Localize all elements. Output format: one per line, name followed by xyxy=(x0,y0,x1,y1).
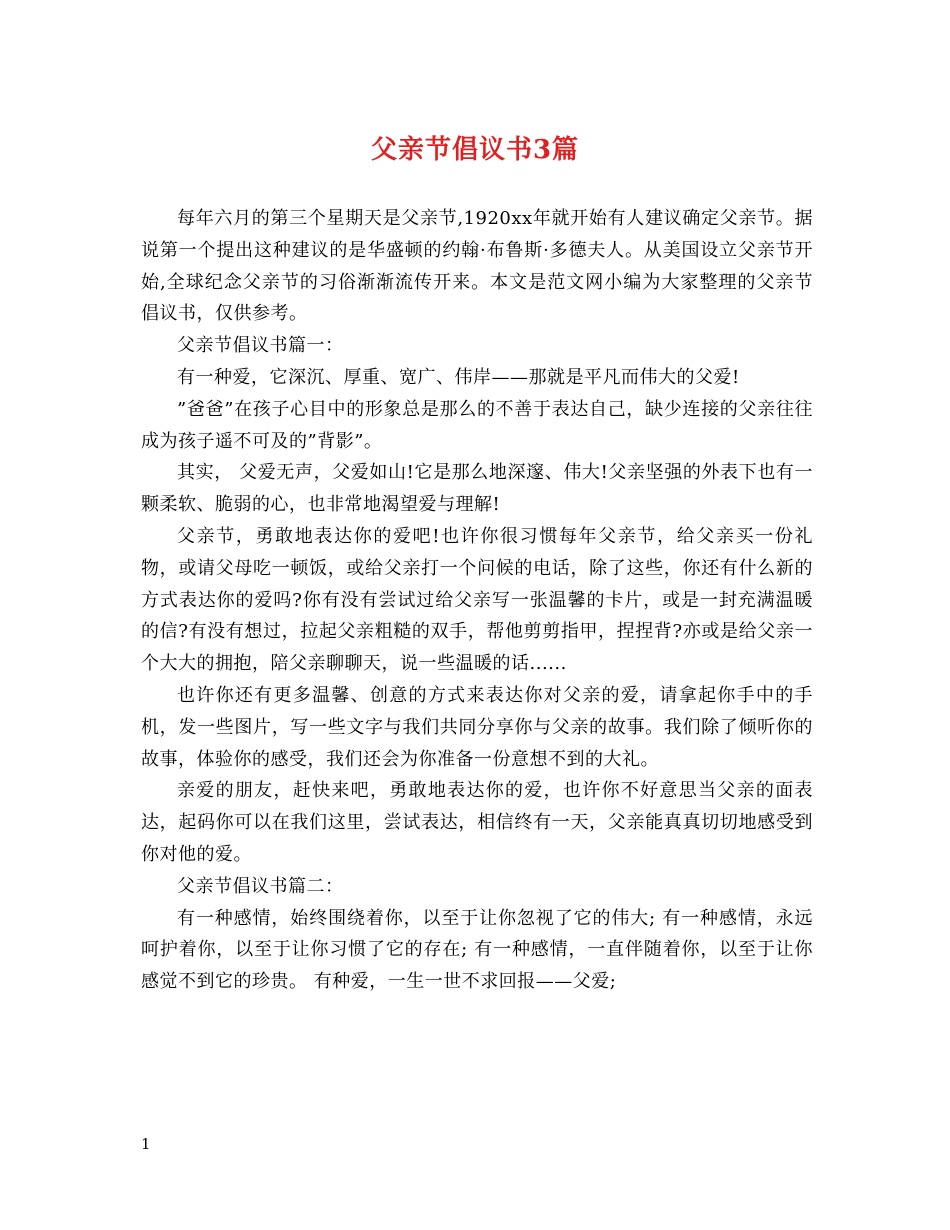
body-paragraph: 有一种爱，它深沉、厚重、宽广、伟岸——那就是平凡而伟大的父爱! xyxy=(177,366,740,388)
document-title: 父亲节倡议书3篇 xyxy=(370,135,580,165)
section-heading-two: 父亲节倡议书篇二： xyxy=(177,875,344,897)
body-paragraph: 也许你还有更多温馨、创意的方式来表达你对父亲的爱，请拿起你手中的手机，发一些图片，写一些文字与我们共同分享你与父亲的故事。我们除了倾听你的故事，体验你的感受，我们还会为你准备一份意想不到的大礼。 xyxy=(141,684,813,770)
body-paragraph: 亲爱的朋友，赶快来吧，勇敢地表达你的爱，也许你不好意思当父亲的面表达，起码你可以在我们这里，尝试表达，相信终有一天，父亲能真真切切地感受到你对他的爱。 xyxy=(141,780,813,865)
page-number: 1 xyxy=(141,1135,151,1153)
section-heading-one: 父亲节倡议书篇一： xyxy=(177,335,344,357)
body-paragraph: ”爸爸”在孩子心目中的形象总是那么的不善于表达自己，缺少连接的父亲往往成为孩子遥不可及的”背影”。 xyxy=(141,398,813,452)
document-body xyxy=(141,203,813,998)
body-paragraph: 父亲节，勇敢地表达你的爱吧!也许你很习惯每年父亲节，给父亲买一份礼物，或请父母吃一顿饭，或给父亲打一个问候的电话，除了这些，你还有什么新的方式表达你的爱吗?你有没有尝试过给父亲写一张温馨的卡片，或是一封充满温暖的信?有没有想过，拉起父亲粗糙的双手，帮他剪剪指甲，捏捏背?亦或是给父亲一个大大的拥抱，陪父亲聊聊天，说一些温暖的话...... xyxy=(141,525,813,675)
body-paragraph: 有一种感情，始终围绕着你，以至于让你忽视了它的伟大; 有一种感情，永远呵护着你，以至于让你习惯了它的存在; 有一种感情，一直伴随着你，以至于让你感觉不到它的珍贵。 有种爱，一生一世不求回报——父爱; xyxy=(141,907,813,993)
intro-paragraph: 每年六月的第三个星期天是父亲节,1920xx年就开始有人建议确定父亲节。据说第一个提出这种建议的是华盛顿的约翰·布鲁斯·多德夫人。从美国设立父亲节开始,全球纪念父亲节的习俗渐渐流传开来。本文是范文网小编为大家整理的父亲节倡议书，仅供参考。 xyxy=(141,208,813,325)
body-paragraph: 其实， 父爱无声，父爱如山!它是那么地深邃、伟大!父亲坚强的外表下也有一颗柔软、脆弱的心，也非常地渴望爱与理解! xyxy=(141,462,813,516)
